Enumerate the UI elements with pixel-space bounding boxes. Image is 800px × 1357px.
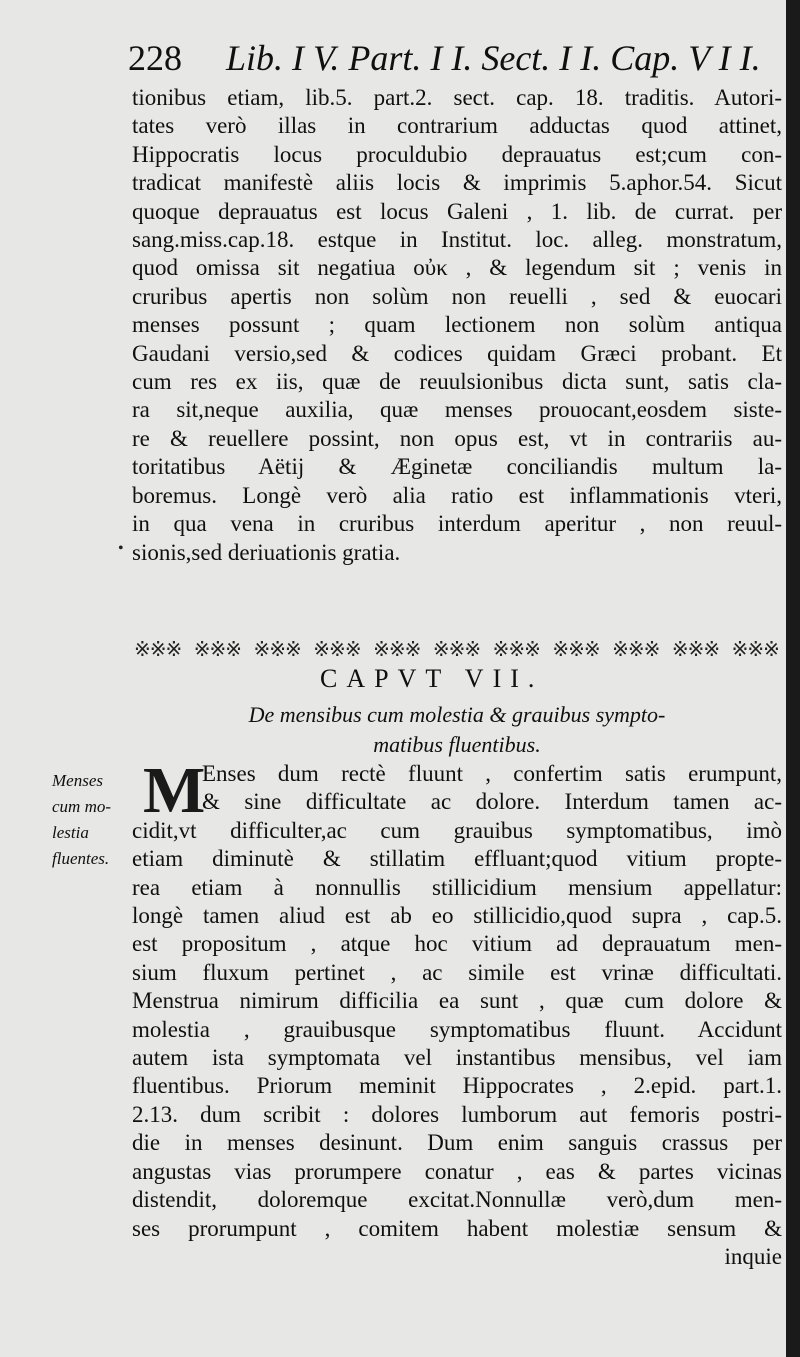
text-block-previous-chapter [132, 84, 782, 567]
text-line: etiam diminutè & stillatim effluant;quod vitium propte- [132, 846, 782, 872]
text-line: Menstrua nimirum difficilia ea sunt , quæ cum dolore & [132, 988, 782, 1014]
text-line: Enses dum rectè fluunt , confertim satis erumpunt, [202, 761, 782, 786]
running-header [128, 40, 778, 76]
text-line: distendit, doloremque excitat.Nonnullæ verò,dum men- [132, 1187, 782, 1213]
text-line: sium fluxum pertinet , ac simile est vrinæ difficultati. [132, 959, 782, 985]
text-line: Hippocratis locus proculdubio deprauatus est;cum con- [132, 141, 782, 167]
ornament-glyph: ※※※ [671, 637, 720, 661]
page-edge-shadow [786, 0, 800, 1357]
text-line: rea etiam à nonnullis stillicidium mensium appellatur: [132, 874, 782, 900]
text-line: die in menses desinunt. Dum enim sanguis crassus per [132, 1130, 782, 1156]
catchword: inquie [724, 1243, 782, 1269]
chapter-title: CAPVT VII. [320, 664, 544, 693]
text-line: cidit,vt difficulter,ac cum grauibus symptomatibus, imò [132, 817, 782, 843]
text-line: sang.miss.cap.18. estque in Institut. loc. alleg. monstratum, [132, 227, 782, 253]
text-line: ses prorumpunt , comitem habent molestiæ sensum & [132, 1215, 782, 1241]
text-line: ra sit,neque auxilia, quæ menses prouocant,eosdem siste- [132, 397, 782, 423]
text-line: quod omissa sit negatiua οὐκ , & legendum sit ; venis in [132, 255, 782, 281]
page-number: 228 [128, 38, 182, 78]
text-line: tradicat manifestè aliis locis & imprimis 5.aphor.54. Sicut [132, 170, 782, 196]
text-line: angustas vias prorumpere conatur , eas & partes vicinas [132, 1158, 782, 1184]
running-title: Lib. I V. Part. I I. Sect. I I. Cap. V I I. [226, 38, 761, 78]
ornament-glyph: ※※※ [432, 637, 481, 661]
ornament-glyph: ※※※ [492, 637, 540, 661]
drop-cap: M [143, 754, 206, 827]
text-line: 2.13. dum scribit : dolores lumborum aut femoris postri- [132, 1101, 782, 1127]
text-line: molestia , grauibusque symptomatibus fluunt. Accidunt [132, 1016, 782, 1042]
margin-note-line: lestia [52, 823, 89, 842]
text-line: longè tamen aliud est ab eo stillicidio,quod supra , cap.5. [132, 903, 782, 929]
margin-note-line: Menses [52, 771, 103, 790]
margin-note-line: fluentes. [52, 849, 110, 868]
text-line: est propositum , atque hoc vitium ad deprauatum men- [132, 931, 782, 957]
text-line: boremus. Longè verò alia ratio est inflammationis vteri, [132, 482, 782, 508]
ornament-divider [134, 636, 779, 662]
margin-note [52, 768, 132, 872]
text-line: autem ista symptomata vel instantibus mensibus, vel iam [132, 1045, 782, 1071]
text-line: & sine difficultate ac dolore. Interdum tamen ac- [202, 789, 782, 815]
chapter-subtitle: matibus fluentibus. [373, 732, 541, 757]
ornament-glyph: ※※※ [731, 637, 779, 661]
ornament-glyph: ※※※ [253, 637, 301, 661]
text-line: fluentibus. Priorum meminit Hippocrates , 2.epid. part.1. [132, 1073, 782, 1099]
margin-note-line: cum mo- [52, 797, 112, 816]
text-line: re & reuellere possint, non opus est, vt in contrariis au- [132, 425, 782, 451]
ornament-glyph: ※※※ [134, 637, 182, 661]
ornament-glyph: ※※※ [373, 637, 421, 661]
margin-marker: • [118, 540, 124, 557]
ornament-glyph: ※※※ [552, 637, 600, 661]
text-block-chapter-seven [132, 754, 782, 1271]
ornament-glyph: ※※※ [612, 637, 660, 661]
text-line: cum res ex iis, quæ de reuulsionibus dicta sunt, satis cla- [132, 369, 782, 395]
text-line: cruribus apertis non solùm non reuelli , sed & euocari [132, 283, 782, 309]
ornament-glyph: ※※※ [313, 637, 361, 661]
text-line: Gaudani versio,sed & codices quidam Græci probant. Et [132, 340, 782, 366]
text-line: tates verò illas in contrarium adductas quod attinet, [132, 113, 782, 139]
text-line: toritatibus Aëtij & Æginetæ conciliandis multum la- [132, 454, 782, 480]
chapter-subtitle: De mensibus cum molestia & grauibus sympto- [248, 702, 666, 727]
ornament-glyph: ※※※ [193, 637, 242, 661]
text-line: quoque deprauatus est locus Galeni , 1. lib. de currat. per [132, 198, 782, 224]
text-line: in qua vena in cruribus interdum aperitur , non reuul- [132, 511, 782, 537]
text-line: menses possunt ; quam lectionem non solùm antiqua [132, 312, 782, 338]
text-line: tionibus etiam, lib.5. part.2. sect. cap. 18. traditis. Autori- [132, 85, 782, 110]
text-line: sionis,sed deriuationis gratia. [132, 539, 401, 565]
